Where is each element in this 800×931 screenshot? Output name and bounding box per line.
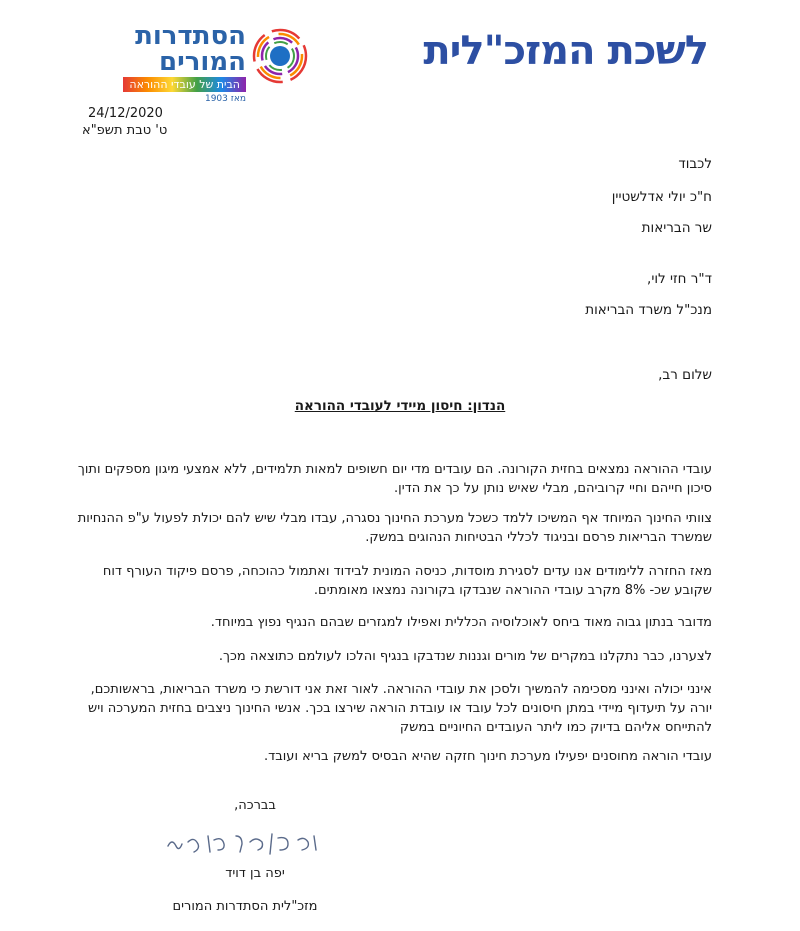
body-paragraph: צוותי החינוך המיוחד אף המשיכו ללמד כשכל מערכת החינוך נסגרה, עבדו מבלי שיש להם יכולת לפעול ע"פ ההנחיות שמשרד הבריאות פרסם ובניגוד לכללי הבטיחות הנהוגים במשק. [77,511,712,545]
closing-blessing: בברכה, [234,798,276,813]
body-paragraph: לצערנו, כבר נתקלנו במקרים של מורים וגננות שנדבקו בנגיף והלכו לעולמם כתוצאה מכך. [218,649,712,664]
recipient-second-name: ד"ר חזי לוי, [647,271,712,287]
body-paragraph: עובדי הוראה מחוסנים יפעילו מערכת חינוך חזקה שהיא הבסיס למשק בריא ועובד. [264,749,712,764]
greeting: שלום רב, [658,367,712,383]
recipient-first-role: שר הבריאות [641,220,712,236]
office-title: לשכת המזכ"לית [423,28,708,74]
logo-tagline: הבית של עובדי ההוראה [123,77,246,92]
logo-circle-icon [252,28,308,84]
body-paragraph: מדובר בנתון גבוה מאוד ביחס לאוכלוסיה הכללית ואפילו למגזרים שבהם הנגיף נפוץ במיוחד. [210,615,712,630]
recipient-honorific: לכבוד [678,156,712,172]
signer-name: יפה בן דויד [225,866,285,881]
signer-title: מזכ"לית הסתדרות המורים [172,899,318,914]
union-logo [88,22,308,114]
date-gregorian: 24/12/2020 [88,106,163,121]
body-paragraph: אינני יכולה ואינני מסכימה להמשיך ולסכן את עובדי ההוראה. לאור זאת אני דורשת כי משרד הבריאות, בראשותכם, יורה על תיעדוף מיידי במתן חיסונים לכל עובד או עובדת הוראה שירצו בכך. אנשי החינוך ניצבים בחזית המערכה ויש להתייחס אליהם בדיוק כמו ליתר העובדים החיוניים במשק [87,682,712,735]
logo-name-line1: הסתדרות [135,21,246,51]
logo-name-line2: המורים [158,47,246,77]
date-hebrew: ט' טבת תשפ"א [82,123,168,138]
subject-line: הנדון: חיסון מיידי לעובדי ההוראה [294,398,506,414]
body-paragraph: מאז החזרה ללימודים אנו עדים לסגירת מוסדות, כניסה המונית לבידוד ואתמול כהוכחה, פרסם פיקוד העורף דוח שקובע שכ- 8% מקרב עובדי ההוראה שנבדקו בקורונה נמצאו מאומתים. [102,564,712,598]
logo-since: מאז 1903 [204,94,246,104]
recipient-second-role: מנכ"ל משרד הבריאות [585,302,712,318]
handwritten-signature [160,822,330,862]
recipient-first-name: ח"כ יולי אדלשטיין [611,189,712,205]
body-paragraph: עובדי ההוראה נמצאים בחזית הקורונה. הם עובדים מדי יום חשופים למאות תלמידים, ללא אמצעי מיגון מספקים ותוך סיכון חייהם וחיי קרוביהם, מבלי שאיש נותן על כך את הדין. [77,462,712,496]
